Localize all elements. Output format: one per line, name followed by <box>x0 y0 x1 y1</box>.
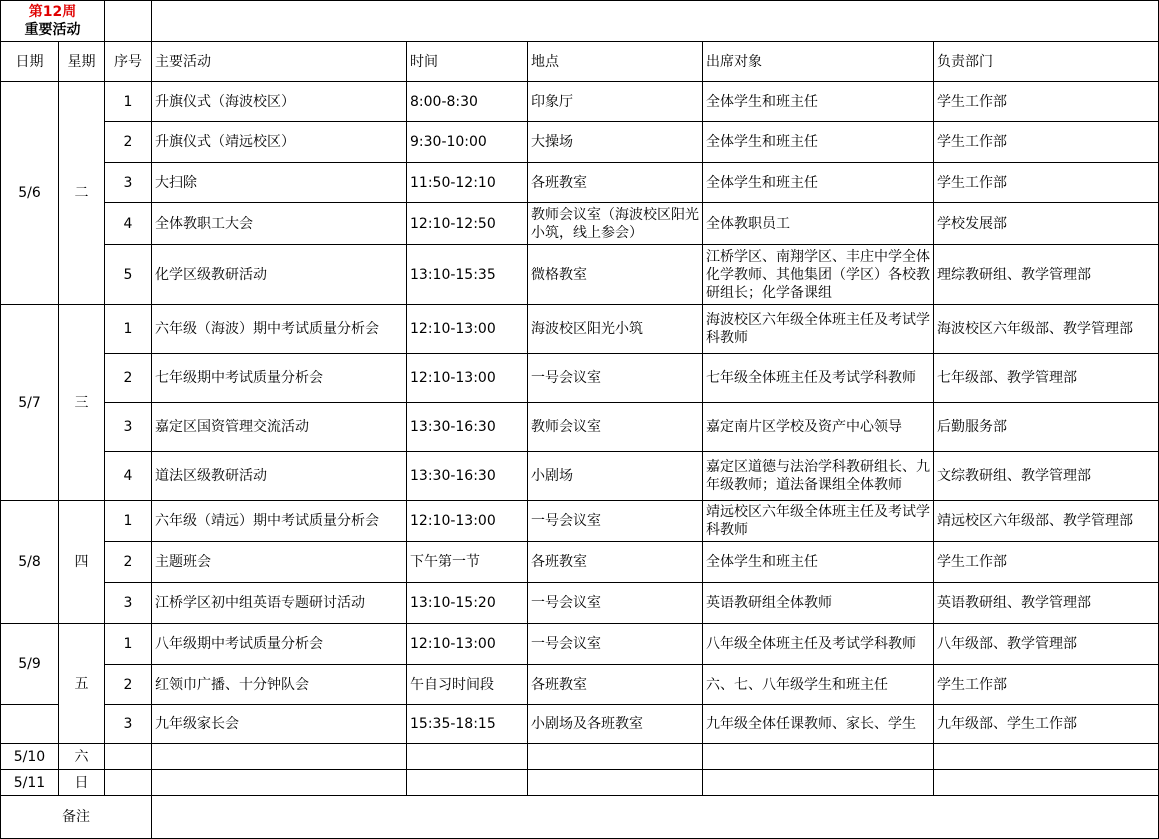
activity-cell-text: 道法区级教研活动 <box>155 468 267 484</box>
activity-cell-text: 六年级（靖远）期中考试质量分析会 <box>155 513 379 529</box>
place-blank-cell <box>527 743 703 770</box>
time-cell <box>406 81 528 122</box>
place-cell-text: 大操场 <box>531 134 573 150</box>
activity-cell <box>151 500 407 542</box>
dept-cell <box>933 304 1159 354</box>
attendees-cell-text: 全体学生和班主任 <box>706 134 818 150</box>
header-weekday: 星期 <box>58 41 105 82</box>
time-cell <box>406 541 528 583</box>
attendees-cell-text: 九年级全体任课教师、家长、学生 <box>706 716 916 732</box>
time-cell <box>406 704 528 744</box>
attendees-cell-text: 嘉定区道德与法治学科教研组长、九年级教师；道法备课组全体教师 <box>706 459 930 493</box>
attendees-cell <box>702 623 934 665</box>
seq-cell <box>104 500 152 542</box>
activity-cell-text: 嘉定区国资管理交流活动 <box>155 419 309 435</box>
dept-cell-text: 学生工作部 <box>937 554 1007 570</box>
activity-cell-text: 九年级家长会 <box>155 716 239 732</box>
seq-cell <box>104 704 152 744</box>
seq-blank-cell <box>104 743 152 770</box>
activity-cell <box>151 704 407 744</box>
attendees-cell-text: 嘉定南片区学校及资产中心领导 <box>706 419 902 435</box>
place-cell-text: 各班教室 <box>531 676 587 693</box>
place-cell <box>527 582 703 624</box>
activity-cell <box>151 304 407 354</box>
dept-cell <box>933 704 1159 744</box>
seq-cell <box>104 451 152 501</box>
seq-cell <box>104 353 152 403</box>
dept-cell-text: 英语教研组、教学管理部 <box>937 595 1091 611</box>
place-cell <box>527 541 703 583</box>
note-label: 备注 <box>0 795 152 839</box>
activity-cell-text: 化学区级教研活动 <box>155 266 267 283</box>
place-cell <box>527 664 703 705</box>
attendees-cell <box>702 304 934 354</box>
note-content <box>151 795 1159 839</box>
date-cell: 5/6 <box>0 81 59 305</box>
time-blank-cell <box>406 769 528 796</box>
attendees-cell <box>702 451 934 501</box>
date-cell: 5/7 <box>0 304 59 501</box>
activity-cell-text: 升旗仪式（海波校区） <box>155 93 295 110</box>
activity-blank-cell <box>151 769 407 796</box>
header-dept: 负责部门 <box>933 41 1159 82</box>
dept-cell <box>933 500 1159 542</box>
attendees-cell <box>702 121 934 163</box>
weekday-cell: 二 <box>58 81 105 305</box>
place-cell-text: 教师会议室（海波校区阳光小筑，线上参会） <box>531 206 699 241</box>
time-cell <box>406 402 528 452</box>
dept-cell <box>933 623 1159 665</box>
activity-cell <box>151 623 407 665</box>
dept-cell <box>933 244 1159 305</box>
place-cell-text: 一号会议室 <box>531 636 601 652</box>
seq-cell-text: 5 <box>123 266 133 283</box>
time-cell <box>406 582 528 624</box>
activity-blank-cell <box>151 743 407 770</box>
attendees-cell-text: 六、七、八年级学生和班主任 <box>706 676 888 693</box>
activity-cell <box>151 162 407 203</box>
place-cell <box>527 81 703 122</box>
seq-cell <box>104 582 152 624</box>
dept-cell-text: 学生工作部 <box>937 676 1007 693</box>
attendees-cell <box>702 353 934 403</box>
seq-cell-text: 2 <box>123 134 133 150</box>
activity-cell <box>151 81 407 122</box>
time-cell <box>406 121 528 163</box>
seq-cell <box>104 202 152 245</box>
attendees-cell-text: 全体学生和班主任 <box>706 93 818 110</box>
seq-cell <box>104 541 152 583</box>
attendees-cell <box>702 541 934 583</box>
attendees-cell <box>702 162 934 203</box>
activity-cell <box>151 402 407 452</box>
place-cell <box>527 500 703 542</box>
time-cell <box>406 202 528 245</box>
dept-blank-cell <box>933 743 1159 770</box>
attendees-cell-text: 全体教职员工 <box>706 215 790 232</box>
dept-cell <box>933 121 1159 163</box>
weekday-cell: 四 <box>58 500 105 624</box>
date-cell: 5/11 <box>0 769 59 796</box>
header-date: 日期 <box>0 41 59 82</box>
attendees-cell-text: 靖远校区六年级全体班主任及考试学科教师 <box>706 504 930 538</box>
date-cell: 5/9 <box>0 623 59 705</box>
dept-cell <box>933 202 1159 245</box>
activity-cell-text: 全体教职工大会 <box>155 215 253 232</box>
attendees-cell-text: 江桥学区、南翔学区、丰庄中学全体化学教师、其他集团（学区）各校教研组长；化学备课组 <box>706 248 930 301</box>
dept-cell <box>933 451 1159 501</box>
attendees-cell <box>702 664 934 705</box>
dept-cell-text: 文综教研组、教学管理部 <box>937 468 1091 484</box>
place-cell-text: 小剧场 <box>531 468 573 484</box>
time-cell-text: 12:10-13:00 <box>410 636 496 652</box>
attendees-cell-text: 英语教研组全体教师 <box>706 595 832 611</box>
activity-cell-text: 大扫除 <box>155 174 197 191</box>
place-cell <box>527 353 703 403</box>
place-cell-text: 小剧场及各班教室 <box>531 716 643 732</box>
place-cell <box>527 121 703 163</box>
dept-cell <box>933 541 1159 583</box>
dept-cell-text: 海波校区六年级部、教学管理部 <box>937 321 1133 337</box>
activity-cell-text: 江桥学区初中组英语专题研讨活动 <box>155 595 365 611</box>
activity-cell-text: 六年级（海波）期中考试质量分析会 <box>155 321 379 337</box>
time-cell-text: 9:30-10:00 <box>410 134 487 150</box>
seq-cell <box>104 623 152 665</box>
time-cell-text: 12:10-13:00 <box>410 513 496 529</box>
time-cell <box>406 244 528 305</box>
seq-cell <box>104 162 152 203</box>
attendees-blank-cell <box>702 743 934 770</box>
activity-cell <box>151 664 407 705</box>
weekday-cell: 日 <box>58 769 105 796</box>
place-cell <box>527 623 703 665</box>
dept-cell <box>933 81 1159 122</box>
seq-cell <box>104 664 152 705</box>
seq-cell-text: 1 <box>123 93 133 110</box>
attendees-cell <box>702 402 934 452</box>
time-cell <box>406 500 528 542</box>
weekday-cell: 六 <box>58 743 105 770</box>
dept-cell-text: 学校发展部 <box>937 215 1007 232</box>
seq-cell <box>104 81 152 122</box>
activity-cell-text: 七年级期中考试质量分析会 <box>155 370 323 386</box>
time-cell-text: 15:35-18:15 <box>410 716 496 732</box>
seq-cell-text: 4 <box>123 468 133 484</box>
seq-cell-text: 2 <box>123 676 133 693</box>
title-blank-wide-cell <box>151 0 1159 42</box>
header-time: 时间 <box>406 41 528 82</box>
time-cell-text: 午自习时间段 <box>410 676 494 693</box>
seq-cell-text: 1 <box>123 636 133 652</box>
week-title <box>0 0 105 42</box>
date-blank-cell <box>0 704 59 744</box>
seq-cell-text: 1 <box>123 513 133 529</box>
activity-cell <box>151 582 407 624</box>
attendees-cell-text: 七年级全体班主任及考试学科教师 <box>706 370 916 386</box>
activity-cell <box>151 202 407 245</box>
seq-cell-text: 3 <box>123 595 133 611</box>
time-cell-text: 13:10-15:20 <box>410 595 496 611</box>
header-seq: 序号 <box>104 41 152 82</box>
time-cell-text: 12:10-13:00 <box>410 321 496 337</box>
weekday-cell: 三 <box>58 304 105 501</box>
place-cell-text: 一号会议室 <box>531 370 601 386</box>
dept-cell-text: 靖远校区六年级部、教学管理部 <box>937 513 1133 529</box>
schedule-subtitle: 重要活动 <box>24 22 81 38</box>
time-blank-cell <box>406 743 528 770</box>
dept-blank-cell <box>933 769 1159 796</box>
activity-cell-text: 红领巾广播、十分钟队会 <box>155 676 309 693</box>
attendees-cell <box>702 500 934 542</box>
attendees-cell-text: 八年级全体班主任及考试学科教师 <box>706 636 916 652</box>
seq-cell-text: 2 <box>123 554 133 570</box>
activity-cell <box>151 244 407 305</box>
place-cell <box>527 304 703 354</box>
attendees-blank-cell <box>702 769 934 796</box>
seq-cell-text: 2 <box>123 370 133 386</box>
time-cell-text: 8:00-8:30 <box>410 93 478 110</box>
attendees-cell-text: 全体学生和班主任 <box>706 554 818 570</box>
attendees-cell-text: 全体学生和班主任 <box>706 174 818 191</box>
place-cell-text: 各班教室 <box>531 174 587 191</box>
attendees-cell <box>702 582 934 624</box>
activity-cell-text: 主题班会 <box>155 554 211 570</box>
time-cell <box>406 304 528 354</box>
date-cell: 5/8 <box>0 500 59 624</box>
place-cell <box>527 402 703 452</box>
seq-cell <box>104 121 152 163</box>
time-cell <box>406 451 528 501</box>
place-cell-text: 教师会议室 <box>531 419 601 435</box>
seq-blank-cell <box>104 769 152 796</box>
seq-cell-text: 1 <box>123 321 133 337</box>
header-activity: 主要活动 <box>151 41 407 82</box>
dept-cell-text: 学生工作部 <box>937 134 1007 150</box>
week-label: 第12周 <box>28 4 77 20</box>
place-cell-text: 一号会议室 <box>531 513 601 529</box>
weekday-cell: 五 <box>58 623 105 744</box>
time-cell <box>406 353 528 403</box>
time-cell <box>406 162 528 203</box>
dept-cell <box>933 162 1159 203</box>
place-cell-text: 微格教室 <box>531 266 587 283</box>
attendees-cell <box>702 704 934 744</box>
place-cell-text: 海波校区阳光小筑 <box>531 321 643 337</box>
activity-cell <box>151 353 407 403</box>
place-cell-text: 各班教室 <box>531 554 587 570</box>
dept-cell-text: 学生工作部 <box>937 174 1007 191</box>
seq-cell-text: 3 <box>123 419 133 435</box>
activity-cell <box>151 451 407 501</box>
place-cell-text: 一号会议室 <box>531 595 601 611</box>
attendees-cell <box>702 202 934 245</box>
seq-cell-text: 3 <box>123 716 133 732</box>
dept-cell-text: 七年级部、教学管理部 <box>937 370 1077 386</box>
header-place: 地点 <box>527 41 703 82</box>
activity-cell <box>151 541 407 583</box>
place-cell <box>527 162 703 203</box>
dept-cell <box>933 402 1159 452</box>
time-cell-text: 12:10-12:50 <box>410 215 496 232</box>
time-cell-text: 13:10-15:35 <box>410 266 496 283</box>
time-cell-text: 下午第一节 <box>410 554 480 570</box>
place-cell <box>527 704 703 744</box>
time-cell-text: 13:30-16:30 <box>410 419 496 435</box>
seq-cell <box>104 244 152 305</box>
activity-cell <box>151 121 407 163</box>
dept-cell-text: 后勤服务部 <box>937 419 1007 435</box>
dept-cell-text: 八年级部、教学管理部 <box>937 636 1077 652</box>
time-cell-text: 13:30-16:30 <box>410 468 496 484</box>
place-blank-cell <box>527 769 703 796</box>
activity-cell-text: 八年级期中考试质量分析会 <box>155 636 323 652</box>
activity-cell-text: 升旗仪式（靖远校区） <box>155 134 295 150</box>
place-cell <box>527 202 703 245</box>
place-cell-text: 印象厅 <box>531 93 573 110</box>
title-blank-cell <box>104 0 152 42</box>
attendees-cell <box>702 244 934 305</box>
header-attendees: 出席对象 <box>702 41 934 82</box>
dept-cell <box>933 353 1159 403</box>
place-cell <box>527 451 703 501</box>
seq-cell-text: 4 <box>123 215 133 232</box>
time-cell <box>406 623 528 665</box>
attendees-cell <box>702 81 934 122</box>
seq-cell <box>104 304 152 354</box>
dept-cell <box>933 582 1159 624</box>
dept-cell-text: 九年级部、学生工作部 <box>937 716 1077 732</box>
dept-cell-text: 学生工作部 <box>937 93 1007 110</box>
dept-cell-text: 理综教研组、教学管理部 <box>937 266 1091 283</box>
attendees-cell-text: 海波校区六年级全体班主任及考试学科教师 <box>706 312 930 346</box>
time-cell <box>406 664 528 705</box>
place-cell <box>527 244 703 305</box>
seq-cell-text: 3 <box>123 174 133 191</box>
time-cell-text: 11:50-12:10 <box>410 174 496 191</box>
dept-cell <box>933 664 1159 705</box>
time-cell-text: 12:10-13:00 <box>410 370 496 386</box>
date-cell: 5/10 <box>0 743 59 770</box>
seq-cell <box>104 402 152 452</box>
